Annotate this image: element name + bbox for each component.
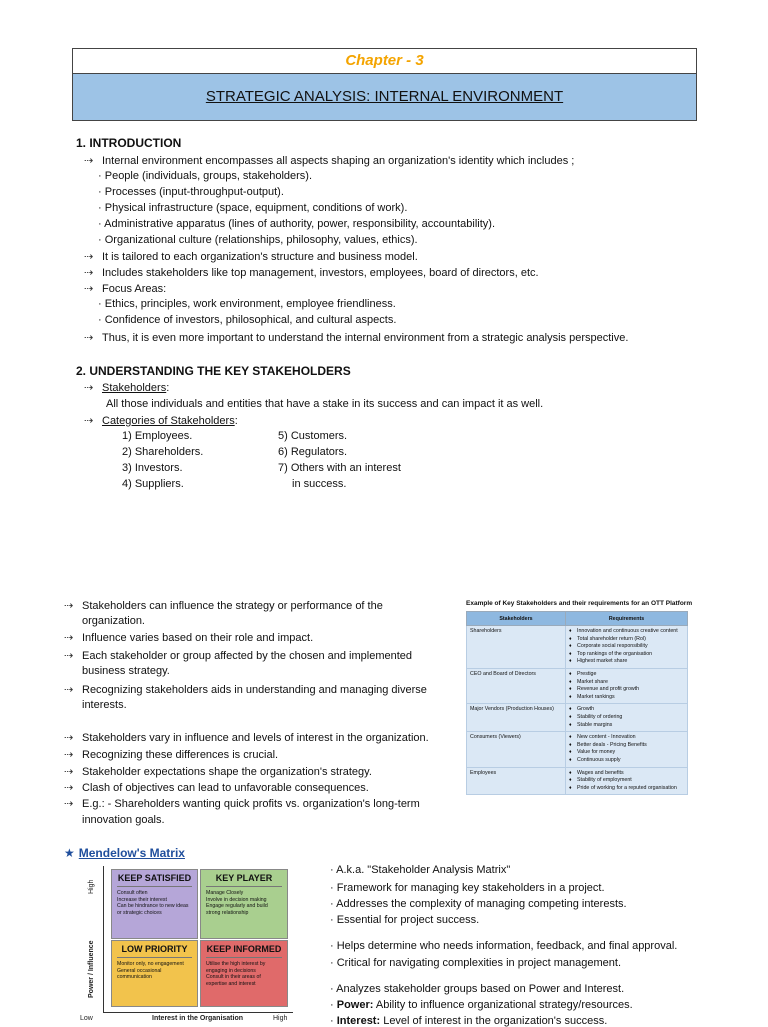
stakeholder-name: Employees bbox=[467, 767, 566, 795]
requirement-item: ♦ Top rankings of the organisation bbox=[577, 651, 684, 659]
point-item: ⇢ Recognizing stakeholders aids in understanding and managing diverse bbox=[64, 684, 427, 696]
mendelow-note-power: · Power: Ability to influence organizational strategy/resources. bbox=[330, 999, 633, 1011]
mendelow-note: · A.k.a. "Stakeholder Analysis Matrix" bbox=[330, 864, 511, 876]
section-1-heading: 1. INTRODUCTION bbox=[76, 136, 182, 150]
quadrant-low-priority: LOW PRIORITY Monitor only, no engagement General occasional communication bbox=[111, 940, 198, 1007]
point-item: ⇢ Stakeholders can influence the strategy or performance of the bbox=[64, 600, 383, 612]
requirements-cell bbox=[566, 767, 688, 795]
quadrant-key-player: KEY PLAYER Manage Closely Involve in decision making Engage regularly and build strong relationship bbox=[200, 869, 288, 939]
point-item: ⇢ Each stakeholder or group affected by the chosen and implemented bbox=[64, 650, 413, 662]
chapter-label: Chapter - 3 bbox=[73, 49, 696, 74]
table-header-requirements: Requirements bbox=[566, 612, 688, 626]
requirement-item: ♦ Innovation and continuous creative content bbox=[577, 628, 684, 636]
mendelow-note: · Critical for navigating complexities in project management. bbox=[330, 957, 622, 969]
point-item: ⇢ E.g.: - Shareholders wanting quick profits vs. organization's long-term bbox=[64, 798, 420, 810]
requirement-item: ♦ New content - Innovation bbox=[577, 734, 684, 742]
point-item-cont: organization. bbox=[82, 615, 145, 627]
requirement-item: ♦ Better deals - Pricing Benefits bbox=[577, 742, 684, 750]
x-axis-high-label: High bbox=[273, 1015, 288, 1022]
category-item: 2) Shareholders. bbox=[122, 446, 204, 458]
mendelow-note: · Analyzes stakeholder groups based on Power and Interest. bbox=[330, 983, 625, 995]
requirement-item: ♦ Pride of working for a reputed organisation bbox=[577, 785, 684, 793]
section-2-heading: 2. UNDERSTANDING THE KEY STAKEHOLDERS bbox=[76, 364, 351, 378]
mendelow-note: · Addresses the complexity of managing competing interests. bbox=[330, 898, 627, 910]
category-item: 5) Customers. bbox=[278, 430, 348, 442]
point-item: ⇢ Recognizing these differences is crucial. bbox=[64, 749, 279, 761]
requirement-item: ♦ Market share bbox=[577, 679, 684, 687]
intro-line-3: ⇢ Includes stakeholders like top management, investors, employees, board of directors, etc. bbox=[84, 267, 539, 279]
requirement-item: ♦ Corporate social responsibility bbox=[577, 643, 684, 651]
requirements-cell bbox=[566, 626, 688, 669]
categories-label: ⇢ Categories of Stakeholders: bbox=[84, 415, 238, 427]
x-axis-label: Interest in the Organisation bbox=[152, 1015, 244, 1022]
stakeholder-name: Shareholders bbox=[467, 626, 566, 669]
point-item: ⇢ Stakeholders vary in influence and levels of interest in the organization. bbox=[64, 732, 429, 744]
mendelow-title: ★ Mendelow's Matrix bbox=[64, 846, 185, 860]
mendelow-note: · Essential for project success. bbox=[330, 914, 480, 926]
intro-line-4: ⇢ Focus Areas: bbox=[84, 283, 167, 295]
requirement-item: ♦ Growth bbox=[577, 706, 684, 714]
x-axis-line bbox=[103, 1012, 293, 1013]
page-title: STRATEGIC ANALYSIS: INTERNAL ENVIRONMENT bbox=[73, 74, 696, 120]
focus-sub-item: · Ethics, principles, work environment, employee friendliness. bbox=[98, 298, 396, 310]
stakeholders-definition: All those individuals and entities that have a stake in its success and can impact it as well. bbox=[106, 398, 544, 410]
y-axis-high-label: High bbox=[88, 879, 95, 894]
requirements-cell bbox=[566, 732, 688, 767]
category-item: 6) Regulators. bbox=[278, 446, 348, 458]
requirement-item: ♦ Value for money bbox=[577, 749, 684, 757]
intro-line-2: ⇢ It is tailored to each organization's structure and business model. bbox=[84, 251, 418, 263]
stakeholder-name: Consumers (Viewers) bbox=[467, 732, 566, 767]
category-item: 1) Employees. bbox=[122, 430, 193, 442]
requirement-item: ♦ Revenue and profit growth bbox=[577, 686, 684, 694]
intro-sub-item: · Processes (input-throughput-output). bbox=[98, 186, 284, 198]
requirement-item: ♦ Prestige bbox=[577, 671, 684, 679]
requirement-item: ♦ Highest market share bbox=[577, 658, 684, 666]
requirement-item: ♦ Stability of employment bbox=[577, 777, 684, 785]
point-item-cont: business strategy. bbox=[82, 665, 170, 677]
star-icon: ★ bbox=[64, 846, 75, 860]
requirements-cell bbox=[566, 668, 688, 703]
ott-stakeholder-table bbox=[466, 611, 688, 795]
table-row bbox=[467, 704, 688, 732]
category-item: 4) Suppliers. bbox=[122, 478, 184, 490]
intro-line-5: ⇢ Thus, it is even more important to understand the internal environment from a strategic analysis perspective. bbox=[84, 332, 629, 344]
point-item: ⇢ Clash of objectives can lead to unfavorable consequences. bbox=[64, 782, 369, 794]
quadrant-keep-satisfied: KEEP SATISFIED Consult often Increase their interest Can be hindrance to new ideas or strategic choices bbox=[111, 869, 198, 939]
mendelow-note: · Framework for managing key stakeholders in a project. bbox=[330, 882, 605, 894]
x-axis-low-label: Low bbox=[80, 1015, 93, 1022]
table-header-stakeholders: Stakeholders bbox=[467, 612, 566, 626]
point-item: ⇢ Influence varies based on their role and impact. bbox=[64, 632, 314, 644]
category-item: in success. bbox=[292, 478, 347, 490]
category-item: 7) Others with an interest bbox=[278, 462, 401, 474]
stakeholders-label: ⇢ Stakeholders: bbox=[84, 382, 170, 394]
mendelow-note-interest: · Interest: Level of interest in the organization's success. bbox=[330, 1015, 608, 1027]
y-axis-line bbox=[103, 866, 104, 1013]
requirement-item: ♦ Market rankings bbox=[577, 694, 684, 702]
intro-sub-item: · Administrative apparatus (lines of authority, power, responsibility, accountability). bbox=[98, 218, 496, 230]
requirement-item: ♦ Wages and benefits bbox=[577, 770, 684, 778]
point-item-cont: interests. bbox=[82, 699, 127, 711]
point-item: ⇢ Stakeholder expectations shape the organization's strategy. bbox=[64, 766, 372, 778]
requirement-item: ♦ Stability of ordering bbox=[577, 714, 684, 722]
intro-sub-item: · Organizational culture (relationships, philosophy, values, ethics). bbox=[98, 234, 418, 246]
stakeholder-name: CEO and Board of Directors bbox=[467, 668, 566, 703]
chapter-header bbox=[72, 48, 697, 121]
category-item: 3) Investors. bbox=[122, 462, 183, 474]
table-row bbox=[467, 626, 688, 669]
point-item-cont: innovation goals. bbox=[82, 814, 165, 826]
table-row bbox=[467, 732, 688, 767]
requirement-item: ♦ Continuous supply bbox=[577, 757, 684, 765]
table-row bbox=[467, 668, 688, 703]
requirement-item: ♦ Stable margins bbox=[577, 722, 684, 730]
table-row bbox=[467, 767, 688, 795]
intro-sub-item: · Physical infrastructure (space, equipment, conditions of work). bbox=[98, 202, 408, 214]
focus-sub-item: · Confidence of investors, philosophical, and cultural aspects. bbox=[98, 314, 397, 326]
y-axis-label: Power / Influence bbox=[88, 940, 95, 998]
ott-table-caption: Example of Key Stakeholders and their requirements for an OTT Platform bbox=[466, 600, 693, 607]
intro-line-1: ⇢ Internal environment encompasses all aspects shaping an organization's identity which includes ; bbox=[84, 155, 575, 167]
requirement-item: ♦ Total shareholder return (Rol) bbox=[577, 636, 684, 644]
requirements-cell bbox=[566, 704, 688, 732]
quadrant-keep-informed: KEEP INFORMED Utilise the high interest by engaging in decisions Consult in their areas of expertise and interest bbox=[200, 940, 288, 1007]
stakeholder-name: Major Vendors (Production Houses) bbox=[467, 704, 566, 732]
mendelow-note: · Helps determine who needs information, feedback, and final approval. bbox=[330, 940, 678, 952]
intro-sub-item: · People (individuals, groups, stakeholders). bbox=[98, 170, 313, 182]
